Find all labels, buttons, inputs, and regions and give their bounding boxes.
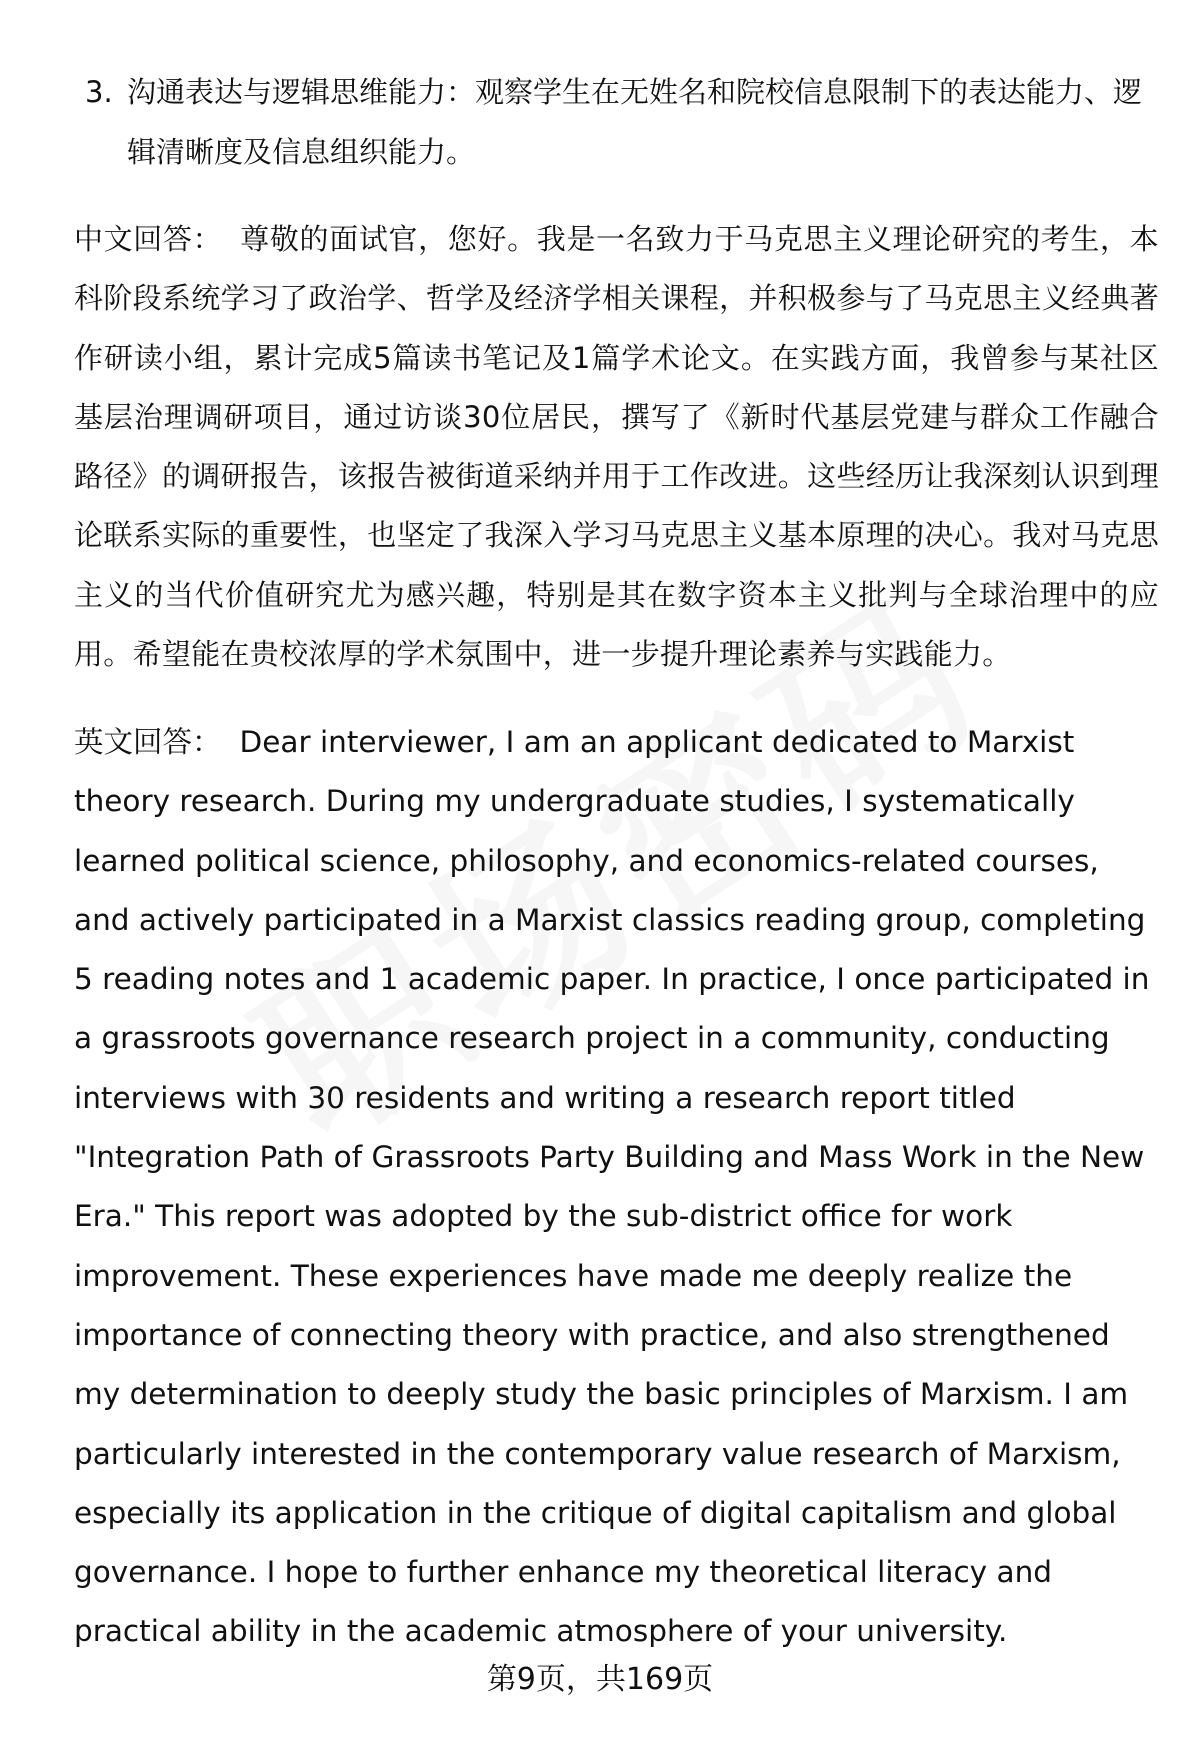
english-answer-text: Dear interviewer, I am an applicant dedicated to Marxist theory research. During my undergraduate studies, I systematically learned political science, philosophy, and economics-related courses, and actively participated in a Marxist classics reading group, completing 5 reading notes and 1 academic paper. In practice, I once participated in a grassroots governance research project in a community, conducting interviews with 30 residents and writing a research report titled "Integration Path of Grassroots Party Building and Mass Work in the New Era." This report was adopted by the sub-district office for work improvement. These experiences have made me deeply realize the importance of connecting theory with practice, and also strengthened my determination to deeply study the basic principles of Marxism. I am particularly interested in the contemporary value research of Marxism, especially its application in the critique of digital capitalism and global governance. I hope to further enhance my theoretical literacy and practical ability in the academic atmosphere of your university. [74,725,1150,1649]
english-answer-paragraph [74,713,1159,1662]
page-number-footer: 第9页，共169页 [486,1662,714,1697]
chinese-answer-text: 尊敬的面试官，您好。我是一名致力于马克思主义理论研究的考生，本科阶段系统学习了政治学、哲学及经济学相关课程，并积极参与了马克思主义经典著作研读小组，累计完成5篇读书笔记及1篇学术论文。在实践方面，我曾参与某社区基层治理调研项目，通过访谈30位居民，撰写了《新时代基层党建与群众工作融合路径》的调研报告，该报告被街道采纳并用于工作改进。这些经历让我深刻认识到理论联系实际的重要性，也坚定了我深入学习马克思主义基本原理的决心。我对马克思主义的当代价值研究尤为感兴趣，特别是其在数字资本主义批判与全球治理中的应用。希望能在贵校浓厚的学术氛围中，进一步提升理论素养与实践能力。 [74,222,1159,672]
list-item-3 [85,62,1145,182]
list-item-number: 3. [85,75,113,109]
chinese-answer-label: 中文回答： [74,222,223,256]
list-item-text: 沟通表达与逻辑思维能力：观察学生在无姓名和院校信息限制下的表达能力、逻辑清晰度及信息组织能力。 [127,75,1143,169]
chinese-answer-paragraph [74,210,1159,684]
english-answer-label: 英文回答： [74,725,222,759]
